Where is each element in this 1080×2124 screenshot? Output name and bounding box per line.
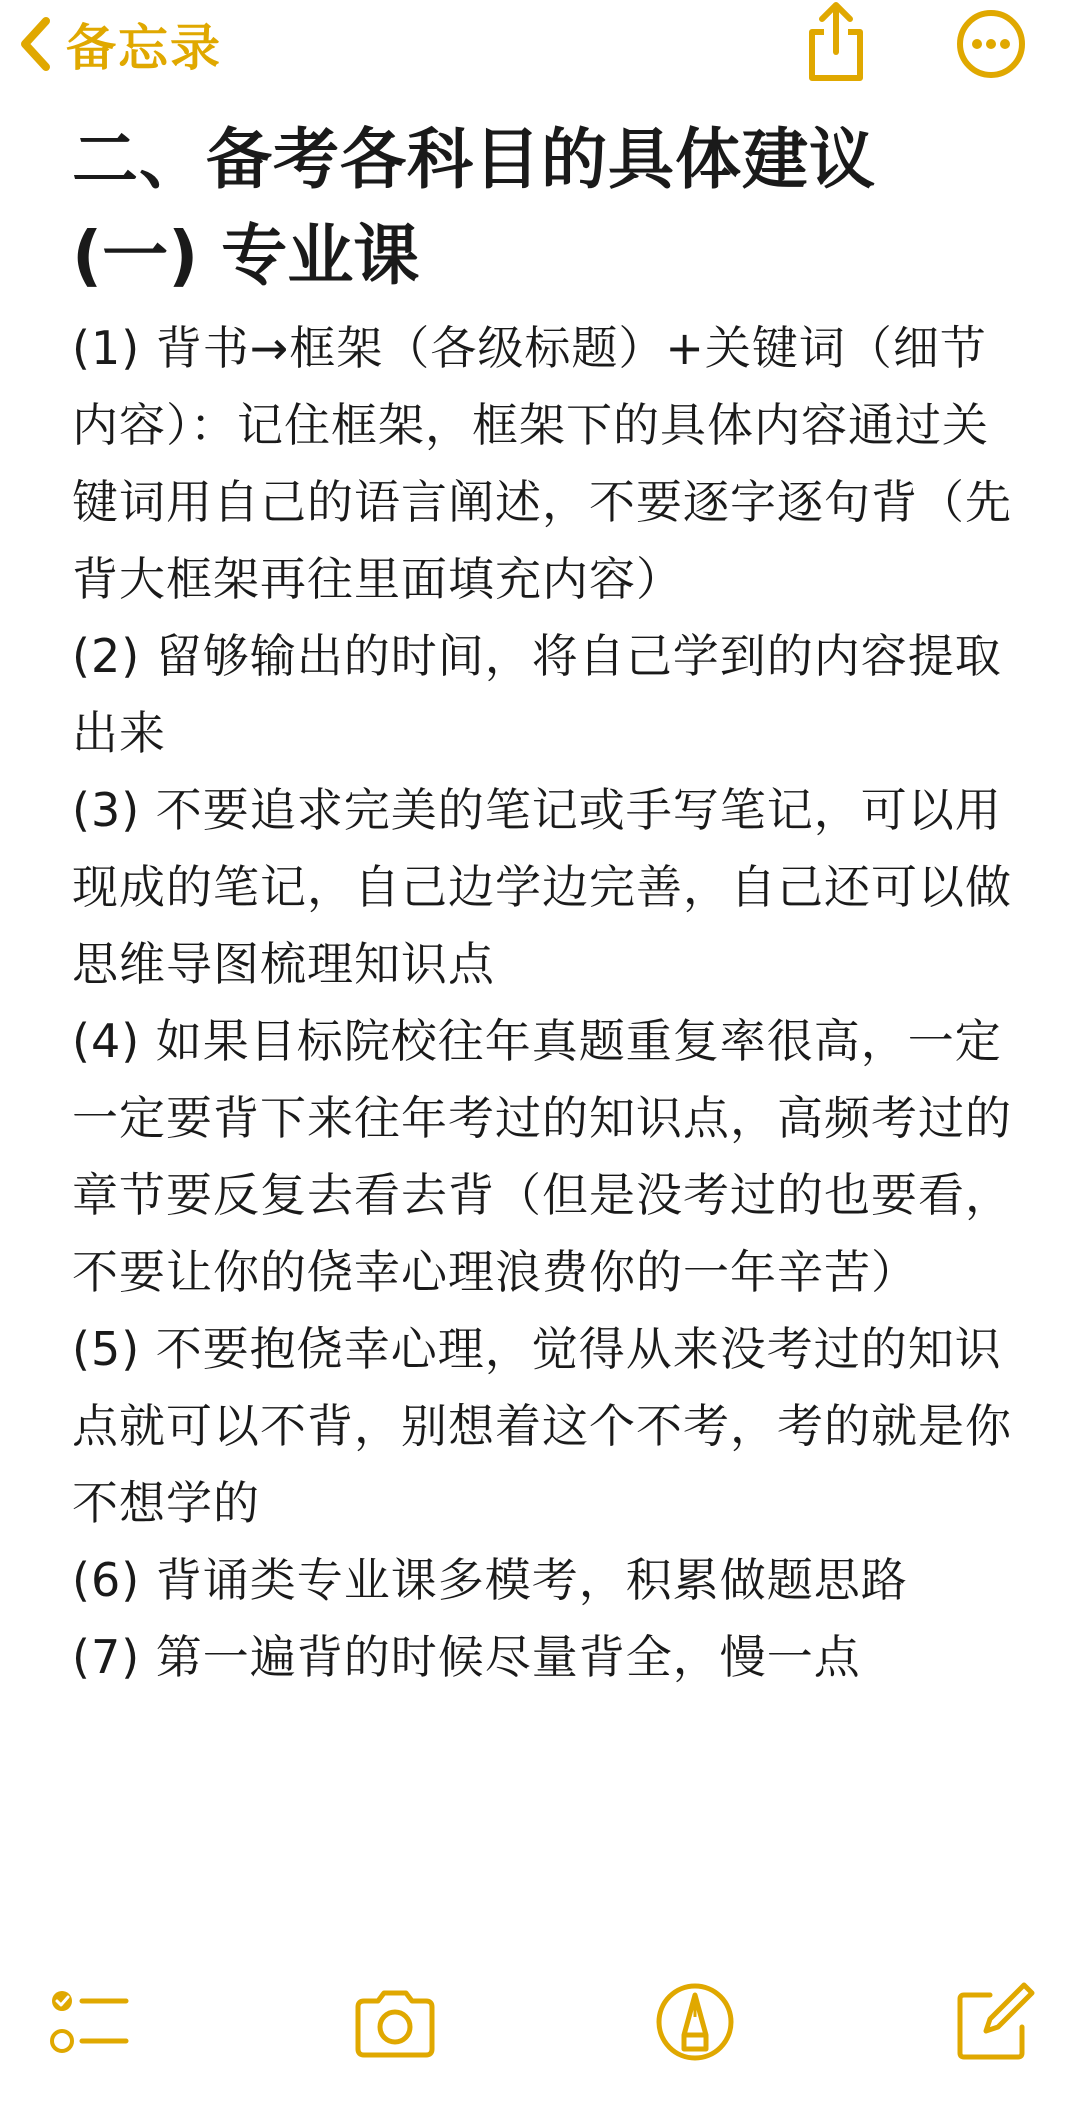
ellipsis-circle-icon [955,65,1027,84]
navigation-bar [0,0,1080,96]
note-paragraph-6: (6) 背诵类专业课多模考，积累做题思路 [72,1553,908,1607]
back-label: 备忘录 [66,19,222,77]
markup-icon [650,2052,740,2071]
share-icon [800,69,872,88]
note-paragraph-7: (7) 第一遍背的时候尽量背全，慢一点 [72,1630,861,1684]
more-button[interactable] [955,8,1027,80]
note-heading: 二、备考各科目的具体建议 [72,121,876,198]
compose-button[interactable] [950,1977,1040,2067]
note-paragraph-2: (2) 留够输出的时间，将自己学到的内容提取出来 [72,629,1002,760]
share-button[interactable] [800,0,872,84]
note-paragraphs [72,310,1012,1696]
back-button[interactable] [18,10,222,78]
note-paragraph-1: (1) 背书→框架（各级标题）+关键词（细节内容）：记住框架，框架下的具体内容通过关键词用自己的语言阐述，不要逐字逐句背（先背大框架再往里面填充内容） [72,321,1012,606]
camera-button[interactable] [350,1977,440,2067]
note-subheading: (一) 专业课 [72,217,420,294]
chevron-left-icon [18,16,52,72]
markup-button[interactable] [650,1977,740,2067]
note-paragraph-4: (4) 如果目标院校往年真题重复率很高，一定一定要背下来往年考过的知识点，高频考过的章节要反复去看去背（但是没考过的也要看，不要让你的侥幸心理浪费你的一年辛苦） [72,1014,1012,1299]
note-paragraph-3: (3) 不要追求完美的笔记或手写笔记，可以用现成的笔记，自己边学边完善，自己还可以做思维导图梳理知识点 [72,783,1012,991]
checklist-button[interactable] [44,1977,134,2067]
camera-icon [350,2052,440,2071]
bottom-toolbar [0,1955,1080,2124]
note-body[interactable] [72,112,1012,1696]
compose-icon [950,2052,1040,2071]
checklist-icon [44,2052,134,2071]
note-paragraph-5: (5) 不要抱侥幸心理，觉得从来没考过的知识点就可以不背，别想着这个不考，考的就是你不想学的 [72,1322,1012,1530]
